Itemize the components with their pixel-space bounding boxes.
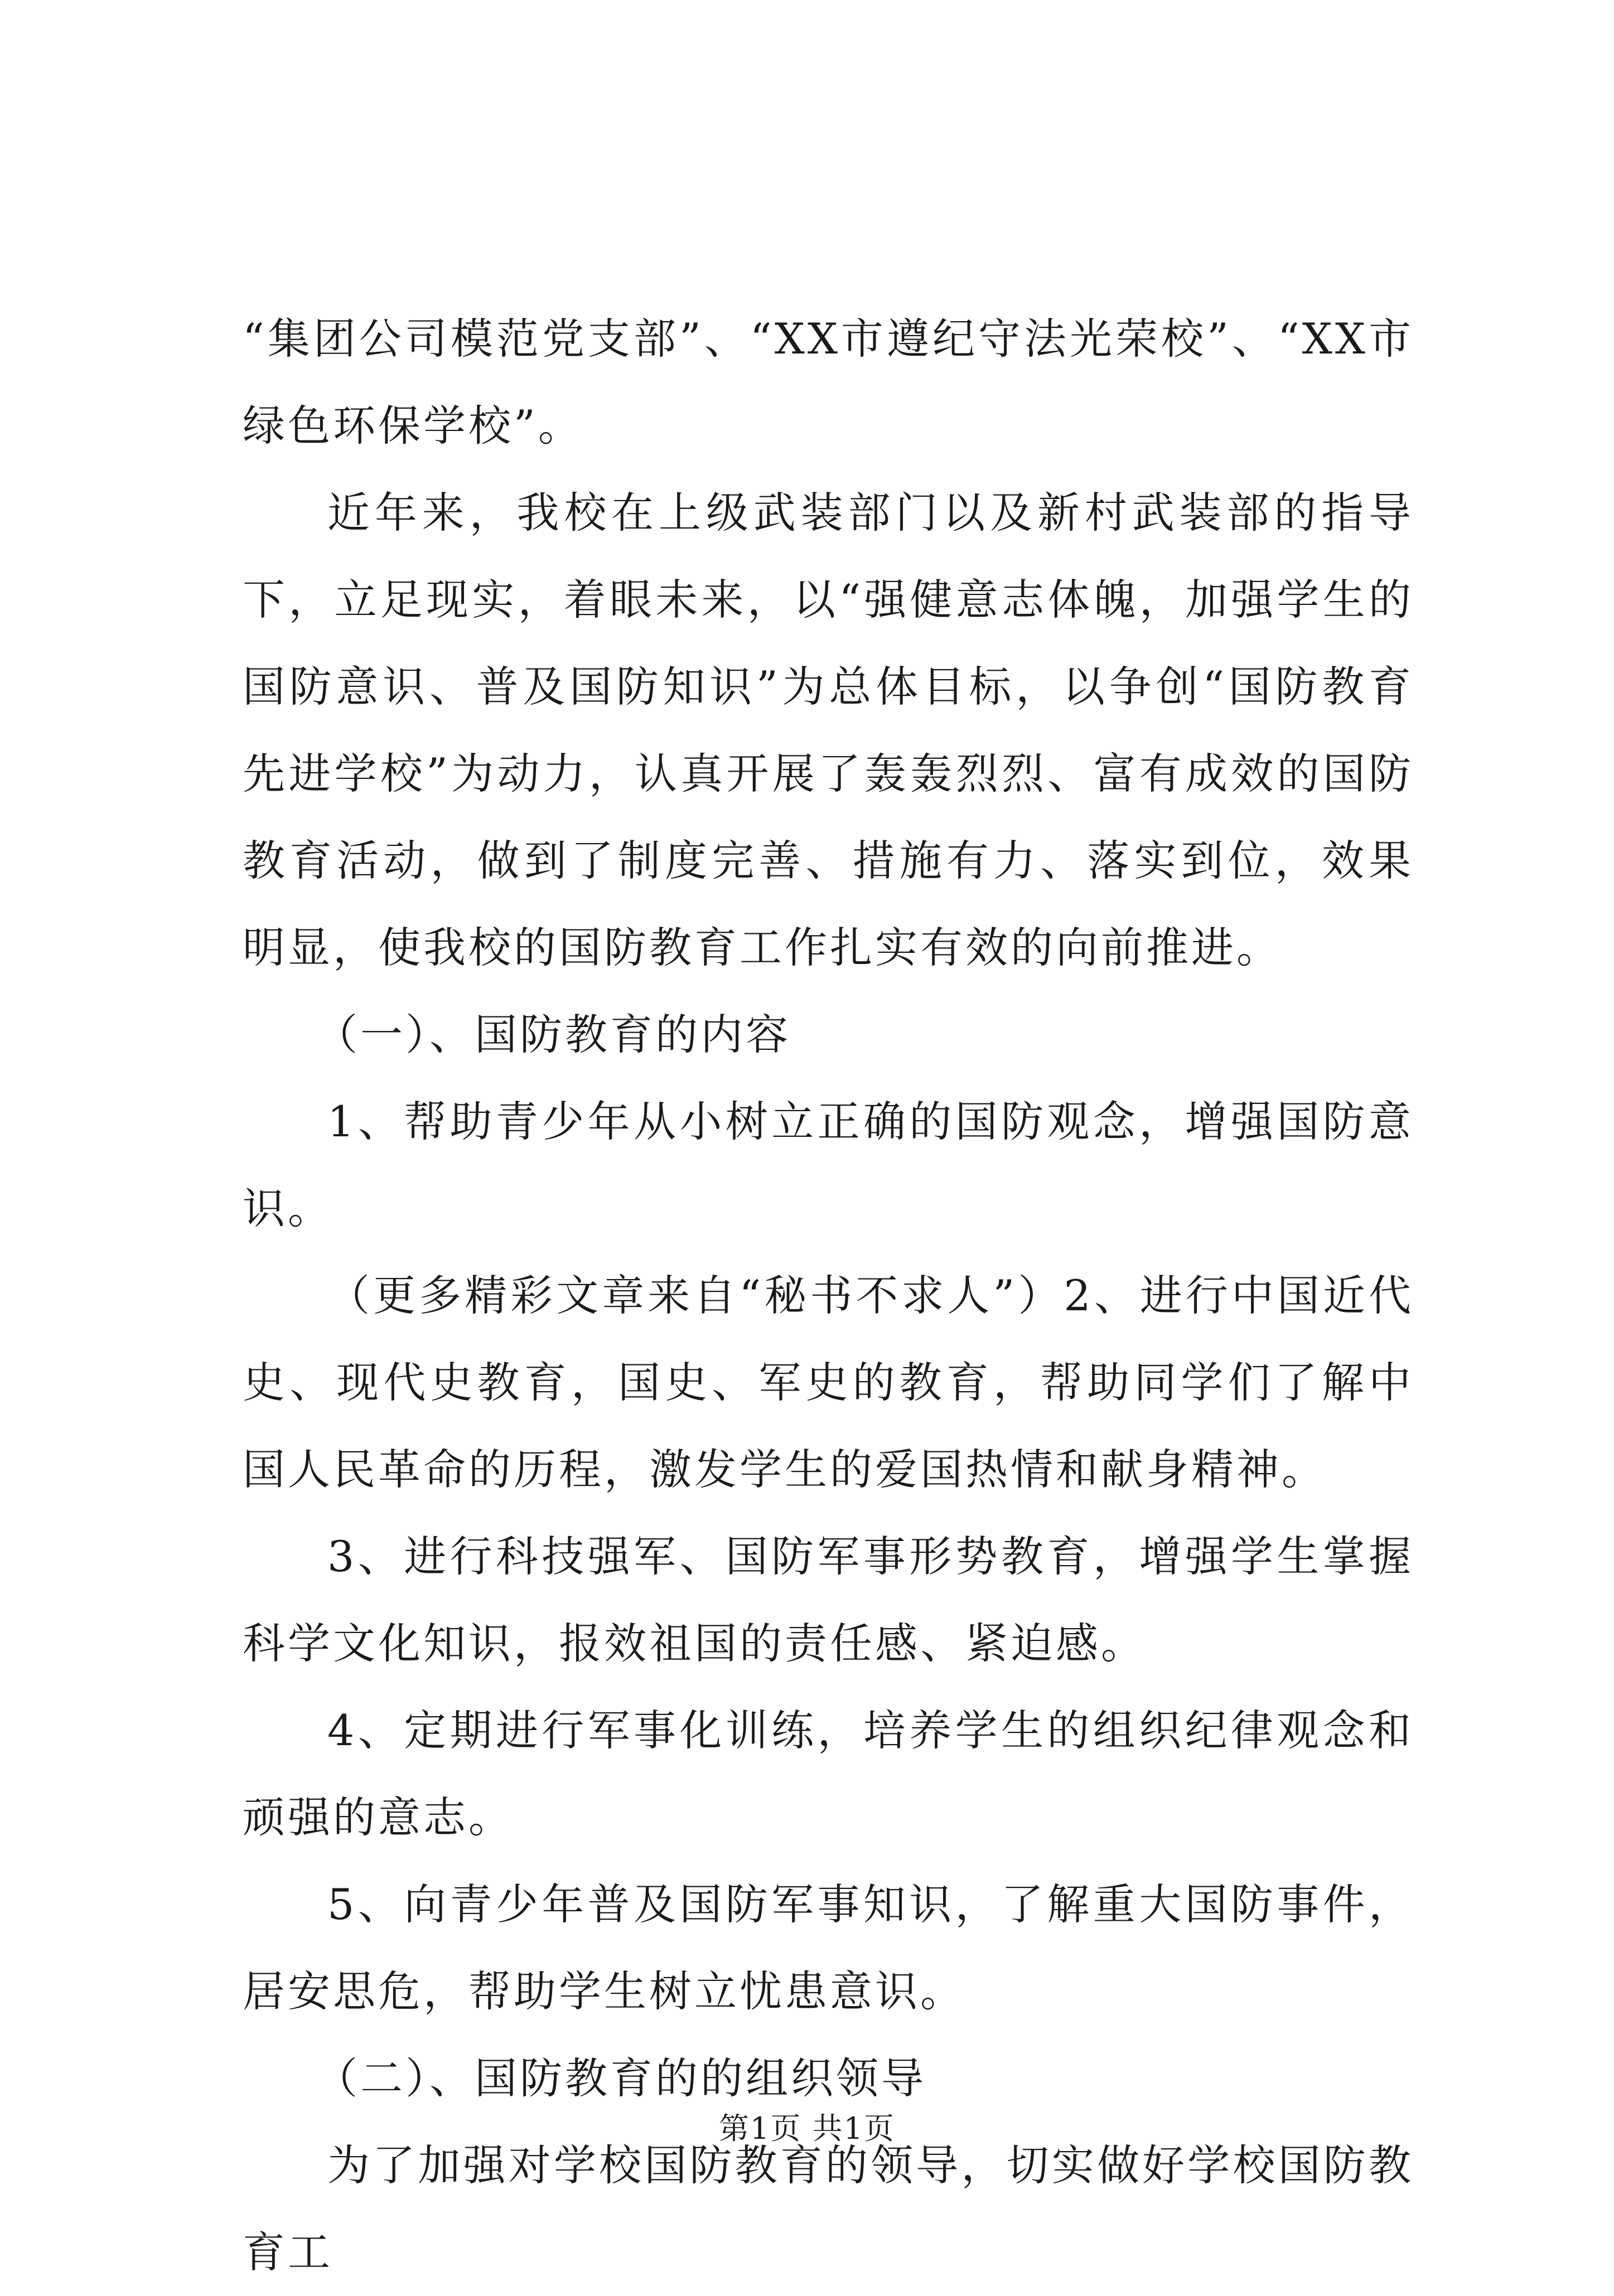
list-item-2: （更多精彩文章来自“秘书不求人”）2、进行中国近代史、现代史教育，国史、军史的教育，帮助同学们了解中国人民革命的历程，激发学生的爱国热情和献身精神。	[243, 1271, 1414, 1494]
paragraph-intro: 近年来，我校在上级武装部门以及新村武装部的指导下，立足现实，着眼未来，以“强健意志体魄，加强学生的国防意识、普及国防知识”为总体目标，以争创“国防教育先进学校”为动力，认真开展了轰轰烈烈、富有成效的国防教育活动，做到了制度完善、措施有力、落实到位，效果明显，使我校的国防教育工作扎实有效的向前推进。	[243, 488, 1414, 972]
document-body	[243, 296, 1414, 2296]
list-item-3: 3、进行科技强军、国防军事形势教育，增强学生掌握科学文化知识，报效祖国的责任感、紧迫感。	[243, 1532, 1414, 1668]
paragraph-organization: 为了加强对学校国防教育的领导，切实做好学校国防教育工	[243, 2140, 1414, 2277]
list-item-5: 5、向青少年普及国防军事知识，了解重大国防事件，居安思危，帮助学生树立忧患意识。	[243, 1880, 1414, 2016]
section-heading-organization: （二）、国防教育的的组织领导	[315, 2053, 926, 2103]
paragraph-continuation: “集团公司模范党支部”、“XX市遵纪守法光荣校”、“XX市绿色环保学校”。	[243, 314, 1414, 451]
list-item-1: 1、帮助青少年从小树立正确的国防观念，增强国防意识。	[243, 1097, 1414, 1233]
list-item-4: 4、定期进行军事化训练，培养学生的组织纪律观念和顽强的意志。	[243, 1706, 1414, 1842]
page-footer: 第1页 共1页	[719, 2111, 895, 2146]
section-heading-content: （一）、国防教育的内容	[315, 1010, 791, 1059]
